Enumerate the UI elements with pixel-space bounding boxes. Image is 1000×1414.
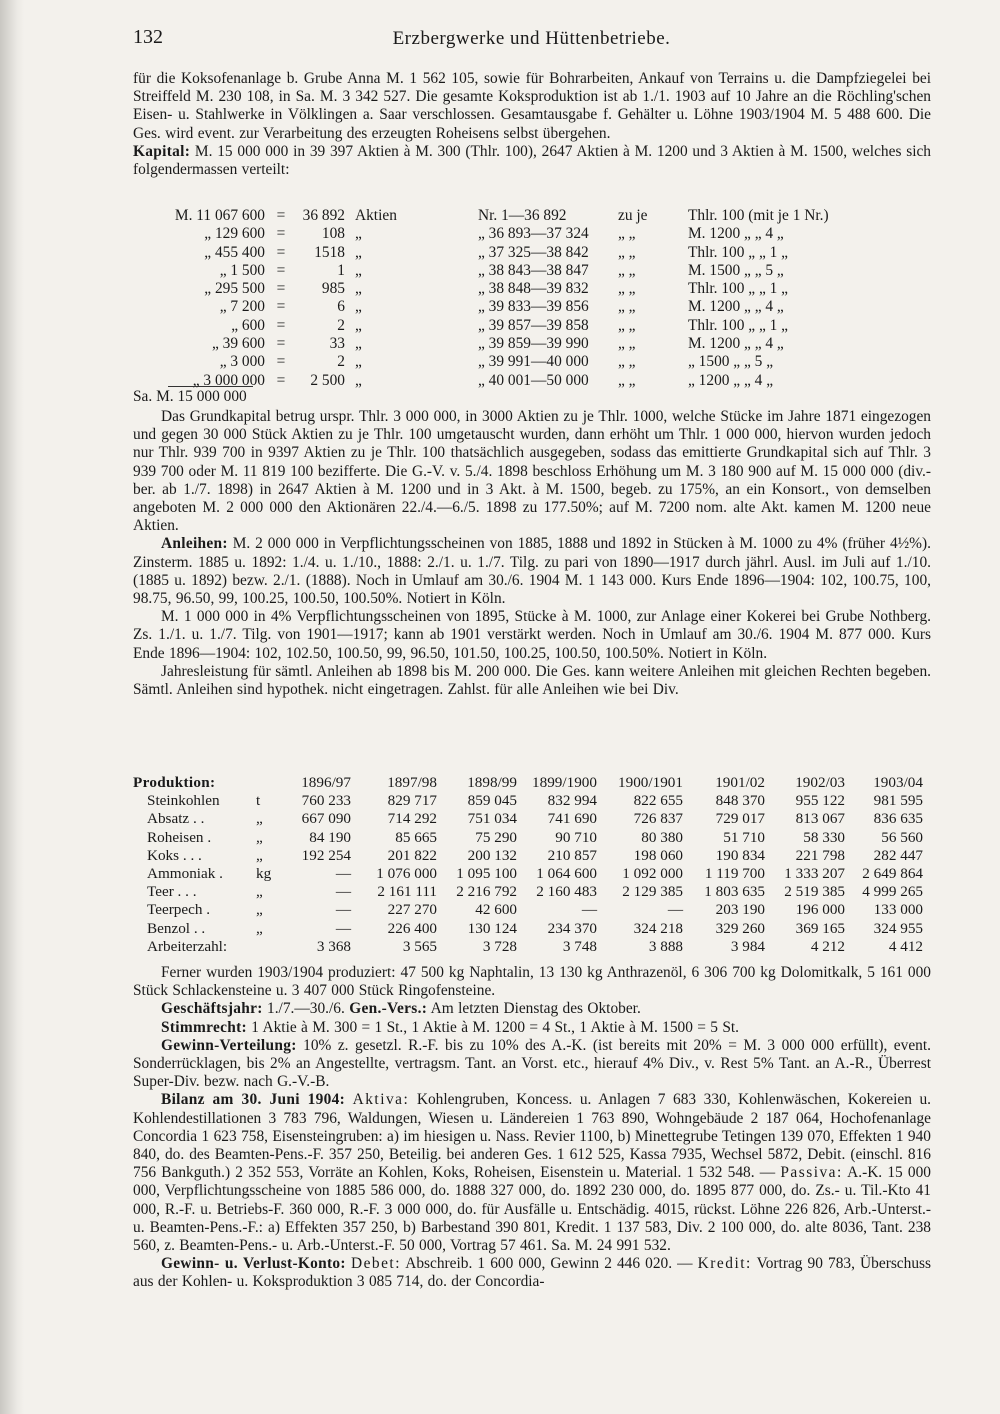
capital-cell-count: 6 [337,298,345,316]
production-value: 324 218 [633,919,683,937]
production-value: 2 519 385 [784,883,845,901]
production-value: 56 560 [881,828,923,846]
capital-cell-unit: „ [355,316,362,334]
kapital-text: M. 15 000 000 in 39 397 Aktien à M. 300 (Thlr. 100), 2647 Aktien à M. 1200 und 3 Aktien à M. 1500, welches sich folgendermassen verteilt: [133,142,931,179]
sum-rule [168,386,253,387]
production-value: 2 649 864 [862,864,923,882]
bilanz-label: Bilanz am 30. Juni 1904: [161,1091,346,1109]
intro-paragraph: für die Koksofenanlage b. Grube Anna M. 1 562 105, sowie für Bohrarbeiten, Ankauf von Terrains u. die Dampfziegelei bei Streiffeld M. 230 108, in Sa. M. 3 342 527. Die gesamte Koksproduktion ist ab 1./1. 1903 auf 10 Jahre an die Röchling'schen Eisen- u. Stahlwerke in Völklingen a. Saar verschlossen. Gesamtausgabe f. Gehälter u. Löhne 1903/1904 M. 5 488 600. Die Ges. wird event. zur Verarbeitung des erzeugten Roheisens selbst übergehen. [133,70,931,142]
production-value: 4 212 [810,937,845,955]
production-value: — [335,901,351,919]
production-value: 1 119 700 [704,864,765,882]
capital-cell-range: „ 39 833—39 856 [478,298,589,316]
running-title: Erzbergwerke und Hüttenbetriebe. [392,28,671,49]
production-value: — [335,864,351,882]
gv-label: Gen.-Vers.: [349,1000,428,1018]
gv-konto-label: Gewinn- u. Verlust-Konto: [161,1255,346,1273]
capital-row [133,353,931,371]
capital-cell-zu: „ „ [618,298,636,316]
capital-cell-count: 33 [329,335,345,353]
stimmrecht-text: 1 Aktie à M. 300 = 1 St., 1 Aktie à M. 1200 = 4 St., 1 Aktie à M. 1500 = 5 St. [251,1018,740,1036]
production-year: 1902/03 [795,774,845,791]
production-value: 3 984 [730,937,765,955]
production-row-label: Roheisen . [147,828,212,846]
production-value: 1 333 207 [784,864,845,882]
geschaeftsjahr-label: Geschäftsjahr: [161,1000,263,1018]
production-row [133,829,931,847]
capital-cell-nom: Thlr. 100 „ „ 1 „ [688,280,789,298]
capital-cell-count: 985 [321,280,345,298]
grundkapital-paragraph: Das Grundkapital betrug urspr. Thlr. 3 000 000, in 3000 Aktien zu je Thlr. 1000, welche Stücke im Jahre 1871 eingezogen und gegen 30 000 Stück Aktien zu je Thlr. 100 umgetauscht wurden, dann erhöht um Thlr. 1 000 000, hiervon wurden jedoch nur Thlr. 939 700 in 9397 Aktien zu je Thlr. 100 thatsächlich ausgegeben, sodass das emittierte Grundkapital sich auf Thlr. 3 939 700 oder M. 11 819 100 bezifferte. Die G.-V. v. 5./4. 1898 beschloss Erhöhung um M. 3 180 900 auf M. 15 000 000 (div.-ber. ab 1./7. 1898) in 2647 Aktien à M. 1200 und in 3 Akt. à M. 1500, begeb. zu 175%, an ein Konsort., von demselben angeboten M. 2 000 000 den Aktionären 22./4.—6./5. 1898 zu 177.50%; auf M. 7200 nom. alte Akt. kamen M. 1200 neue Aktien. [133,408,931,535]
production-row-label: Ammoniak . [147,864,223,882]
capital-cell-amount: „ 1 500 [219,261,265,279]
anleihen-paragraph-3: Jahresleistung für sämtl. Anleihen ab 1898 bis M. 200 000. Die Ges. kann weitere Anleihen mit gleichen Rechten begeben. Sämtl. Anleihen sind hypothek. nicht eingetragen. Zahlst. für alle Anleihen wie bei Div. [133,662,931,699]
production-value: 2 216 792 [456,883,517,901]
production-value: 714 292 [387,810,437,828]
capital-cell-range: „ 38 843—38 847 [478,261,589,279]
production-row [133,883,931,901]
production-value: 84 190 [309,828,351,846]
capital-cell-nom: M. 1500 „ „ 5 „ [688,261,784,279]
production-row-label: Koks . . . [147,846,202,864]
capital-row [133,372,931,390]
production-row [133,920,931,938]
capital-row [133,317,931,335]
capital-cell-nom: Thlr. 100 „ „ 1 „ [688,316,789,334]
capital-cell-zu: „ „ [618,353,636,371]
capital-cell-eq: = [276,316,286,334]
production-value: 1 076 000 [376,864,437,882]
kredit-label: Kredit: [697,1255,752,1273]
production-value: 85 665 [395,828,437,846]
production-row-unit: t [256,792,261,810]
capital-row [133,298,931,316]
stimmrecht-label: Stimmrecht: [161,1018,247,1036]
capital-cell-amount: „ 39 600 [211,335,265,353]
capital-cell-range: „ 39 857—39 858 [478,316,589,334]
production-value: 324 955 [873,919,923,937]
production-value: 667 090 [301,810,351,828]
debet-text: Abschreib. 1 600 000, Gewinn 2 446 020. — [405,1255,693,1273]
capital-cell-count: 2 500 [310,371,345,389]
passiva-label: Passiva: [780,1164,843,1182]
production-value: 227 270 [387,901,437,919]
ferner-paragraph: Ferner wurden 1903/1904 produziert: 47 500 kg Naphtalin, 13 130 kg Anthrazenöl, 6 306 700 kg Dolomitkalk, 5 161 000 Stück Schlackensteine u. 3 407 000 Stück Ringofensteine. [133,964,931,1000]
production-value: 2 129 385 [622,883,683,901]
capital-history-block [133,408,931,699]
capital-cell-eq: = [276,371,286,389]
production-row [133,792,931,810]
production-value: 4 412 [888,937,923,955]
capital-cell-nom: Thlr. 100 „ „ 1 „ [688,243,789,261]
production-value: 1 803 635 [704,883,765,901]
capital-cell-count: 1 [337,261,345,279]
capital-cell-count: 1518 [314,243,345,261]
capital-sum: Sa. M. 15 000 000 [133,388,247,405]
production-value: 813 067 [795,810,845,828]
production-value: 198 060 [633,846,683,864]
production-row-unit: „ [256,901,263,919]
production-value: 2 160 483 [536,883,597,901]
capital-cell-unit: „ [355,353,362,371]
production-value: 836 635 [873,810,923,828]
production-value: 201 822 [387,846,437,864]
production-value: — [581,901,597,919]
production-value: 981 595 [873,792,923,810]
capital-cell-zu: „ „ [618,261,636,279]
capital-cell-nom: M. 1200 „ „ 4 „ [688,298,784,316]
capital-cell-unit: „ [355,243,362,261]
gewinnverteilung-label: Gewinn-Verteilung: [161,1036,297,1054]
bilanz-paragraph [133,1091,931,1255]
production-value: 726 837 [633,810,683,828]
production-value: 822 655 [633,792,683,810]
production-value: 42 600 [475,901,517,919]
aktiva-label: Aktiva: [352,1091,410,1109]
production-value: 3 565 [402,937,437,955]
capital-cell-eq: = [276,335,286,353]
capital-cell-count: 108 [321,225,345,243]
capital-distribution-table [133,207,931,390]
capital-row [133,225,931,243]
geschaeftsjahr-text: 1./7.—30./6. [267,1000,345,1018]
anleihen-label: Anleihen: [161,535,228,553]
capital-cell-range: „ 40 001—50 000 [478,371,589,389]
production-value: 329 260 [715,919,765,937]
capital-cell-amount: „ 455 400 [204,243,265,261]
capital-row [133,280,931,298]
gewinnverteilung-text: 10% z. gesetzl. R.-F. bis zu 10% des A.-K. (ist bereits mit 20% = M. 3 000 000 erfüllt), event. Sonderrücklagen, bis 2% an Angestellte, vertragsm. Tant. an Vorst. etc., hierauf 4% Div., v. Rest 5% Tant. an A.-R., Überrest Super-Div. bezw. nach G.-V.-B. [133,1036,931,1091]
capital-cell-amount: „ 600 [231,316,265,334]
production-value: 210 857 [547,846,597,864]
capital-row [133,335,931,353]
production-value: 3 748 [562,937,597,955]
capital-cell-zu: zu je [618,207,648,224]
capital-row [133,262,931,280]
page-binding-shadow [0,0,24,1414]
anleihen-paragraph-2: M. 1 000 000 in 4% Verpflichtungsscheinen von 1895, Stücke à M. 1000, zur Anlage einer Kokerei bei Grube Nothberg. Zs. 1./1. u. 1./7. Tilg. von 1901—1917; kann ab 1901 verstärkt werden. Noch in Umlauf am 30./6. 1904 M. 877 000. Kurs Ende 1896—1904: 102, 102.50, 100.50, 99, 96.50, 101.50, 100.25, 100.50, 100.50%. Notiert in Köln. [133,608,931,662]
production-value: 75 290 [475,828,517,846]
capital-cell-amount: „ 3 000 [219,353,265,371]
production-value: 2 161 111 [377,883,437,901]
production-year: 1896/97 [301,774,351,791]
production-value: 1 092 000 [622,864,683,882]
production-value: 3 368 [316,937,351,955]
production-value: — [335,919,351,937]
production-year: 1901/02 [715,774,765,791]
capital-cell-eq: = [276,261,286,279]
debet-label: Debet: [350,1255,401,1273]
production-row [133,901,931,919]
production-row-label: Arbeiterzahl: [147,937,228,955]
production-value: 859 045 [467,792,517,810]
production-row [133,938,931,956]
production-value: 751 034 [467,810,517,828]
production-value: 1 095 100 [456,864,517,882]
production-value: 282 447 [873,846,923,864]
production-value: 848 370 [715,792,765,810]
production-value: 196 000 [795,901,845,919]
capital-cell-zu: „ „ [618,280,636,298]
capital-cell-zu: „ „ [618,371,636,389]
capital-cell-unit: „ [355,298,362,316]
aktiva-text: Kohlengruben, Koncess. u. Anlagen 7 683 330, Kohlenwäschen, Kokereien u. Kohlendestillationen 3 783 796, Waldungen, Wiesen u. Ländereien 1 763 890, Wohngebäude 2 187 064, Hochofenanlage Concordia 1 623 758, Eisensteingruben: a) im hiesigen u. Nass. Revier 1100, b) Minettegrube Tetingen 139 070, Effekten 1 940 840, do. des Beamten-Pens.-F. 357 250, Beteilig. bei anderen Ges. 1 612 525, Kassa 7935, Wechsel 5872, Debit. (einschl. 816 756 Bankguth.) 2 352 553, Vorräte an Kohlen, Koks, Roheisen, Eisenstein u. Material. 1 532 548. — [133,1091,931,1182]
production-value: — [335,883,351,901]
production-year: 1897/98 [387,774,437,791]
production-row-unit: kg [256,864,272,882]
capital-cell-nom: Thlr. 100 (mit je 1 Nr.) [688,207,829,224]
capital-cell-unit: „ [355,335,362,353]
production-value: 3 888 [648,937,683,955]
capital-cell-unit: „ [355,371,362,389]
production-value: 51 710 [723,828,765,846]
capital-cell-range: „ 38 848—39 832 [478,280,589,298]
capital-cell-amount: M. 11 067 600 [174,207,265,224]
production-value: 829 717 [387,792,437,810]
capital-cell-nom: M. 1200 „ „ 4 „ [688,225,784,243]
capital-cell-count: 2 [337,316,345,334]
production-year: 1899/1900 [532,774,597,791]
production-row [133,865,931,883]
capital-cell-eq: = [276,280,286,298]
passiva-text: A.-K. 15 000 000, Verpflichtungsscheine von 1885 586 000, do. 1888 327 000, do. 1892 230 000, do. 1895 877 000, do. Zs.- u. Til.-Kto 41 000, R.-F. u. Betriebs-F. 360 000, R.-F. 3 000 000, do. für Ausfälle u. Entschädig. 4015, rückst. Löhne 226 826, Arb.-Unterst.- u. Beamten-Pens.-F.: a) Effekten 357 250, b) Barbestand 390 801, Kredit. 1 137 583, Div. 2 100 000, do. alte 8036, Tant. 238 560, z. Beamten-Pens.- u. Arb.-Unterst.-F. 50 000, Vortrag 57 461. Sa. M. 24 991 532. [133,1164,931,1255]
production-value: 133 000 [873,901,923,919]
produktion-label: Produktion: [133,774,216,791]
production-value: — [667,901,683,919]
production-year: 1898/99 [467,774,517,791]
capital-cell-amount: „ 295 500 [204,280,265,298]
production-value: 4 999 265 [862,883,923,901]
production-value: 369 165 [795,919,845,937]
capital-row [133,207,931,225]
production-row-label: Benzol . . [147,919,206,937]
production-year: 1903/04 [873,774,923,791]
production-row-label: Absatz . . [147,810,205,828]
running-header [133,26,930,56]
capital-cell-unit: „ [355,280,362,298]
production-row [133,810,931,828]
capital-cell-unit: „ [355,261,362,279]
production-row-unit: „ [256,883,263,901]
capital-cell-amount: „ 129 600 [204,225,265,243]
capital-cell-nom: „ 1200 „ „ 4 „ [688,371,774,389]
production-value: 832 994 [547,792,597,810]
capital-cell-nom: „ 1500 „ „ 5 „ [688,353,774,371]
production-value: 226 400 [387,919,437,937]
capital-cell-range: „ 39 859—39 990 [478,335,589,353]
production-value: 203 190 [715,901,765,919]
capital-cell-range: „ 36 893—37 324 [478,225,589,243]
production-value: 760 233 [301,792,351,810]
production-table [133,774,931,956]
production-row-label: Teer . . . [147,883,197,901]
anleihen-text-1: M. 2 000 000 in Verpflichtungsscheinen von 1885, 1888 und 1892 in Stücken à M. 1000 zu 4% (früher 4½%). Zinsterm. 1885 u. 1892: 1./4. u. 1./10., 1888: 2./1. u. 1./7. Tilg. zu pari von 1890—1917 durch jährl. Ausl. im Juli auf 1./10. (1885 u. 1892) bezw. 2./1. (1888). Noch in Umlauf am 30./6. 1904 M. 1 143 000. Kurs Ende 1896—1904: 102, 100.75, 100, 98.75, 96.50, 99, 100.25, 100.50, 100.50%. Notiert in Köln. [133,535,931,608]
production-value: 190 834 [715,846,765,864]
capital-cell-range: „ 37 325—38 842 [478,243,589,261]
capital-cell-eq: = [276,243,286,261]
kapital-label: Kapital: [133,142,191,160]
production-row-label: Steinkohlen [147,792,220,810]
production-value: 955 122 [795,792,845,810]
page-number: 132 [133,26,163,48]
capital-cell-range: Nr. 1—36 892 [478,207,567,224]
anleihen-paragraph-1 [133,535,931,608]
capital-cell-range: „ 39 991—40 000 [478,353,589,371]
production-value: 729 017 [715,810,765,828]
capital-cell-zu: „ „ [618,243,636,261]
production-value: 130 124 [467,919,517,937]
capital-cell-eq: = [276,353,286,371]
gewinnverteilung-paragraph [133,1037,931,1092]
capital-cell-unit: „ [355,225,362,243]
production-value: 1 064 600 [536,864,597,882]
geschaeftsjahr-line [133,1000,931,1018]
production-header-row [133,774,931,792]
capital-cell-eq: = [276,298,286,316]
production-value: 200 132 [467,846,517,864]
production-row-unit: „ [256,846,263,864]
kapital-paragraph [133,143,931,179]
gv-konto-paragraph [133,1255,931,1291]
intro-block [133,70,931,179]
capital-cell-eq: = [276,207,286,224]
production-value: 741 690 [547,810,597,828]
production-value: 90 710 [555,828,597,846]
production-row-unit: „ [256,828,263,846]
capital-cell-amount: „ 3 000 000 [192,371,265,389]
production-value: 80 380 [641,828,683,846]
capital-cell-eq: = [276,225,286,243]
capital-cell-unit: Aktien [355,207,397,224]
lower-block [133,964,931,1292]
production-value: 192 254 [301,846,351,864]
production-value: 234 370 [547,919,597,937]
production-value: 221 798 [795,846,845,864]
capital-cell-amount: „ 7 200 [219,298,265,316]
production-value: 3 728 [482,937,517,955]
capital-cell-count: 36 892 [302,207,345,224]
production-value: 58 330 [803,828,845,846]
capital-cell-zu: „ „ [618,225,636,243]
capital-cell-zu: „ „ [618,316,636,334]
kredit-text: Vortrag 90 783, Überschuss aus der Kohlen- u. Koksproduktion 3 085 714, do. der Concordia- [133,1255,932,1291]
gv-text: Am letzten Dienstag des Oktober. [430,1000,641,1018]
production-row-unit: „ [256,810,263,828]
production-row-label: Teerpech . [147,901,211,919]
production-year: 1900/1901 [618,774,683,791]
stimmrecht-line [133,1019,931,1037]
capital-cell-count: 2 [337,353,345,371]
production-row-unit: „ [256,919,263,937]
capital-cell-nom: M. 1200 „ „ 4 „ [688,335,784,353]
production-row [133,847,931,865]
capital-row [133,244,931,262]
capital-cell-zu: „ „ [618,335,636,353]
